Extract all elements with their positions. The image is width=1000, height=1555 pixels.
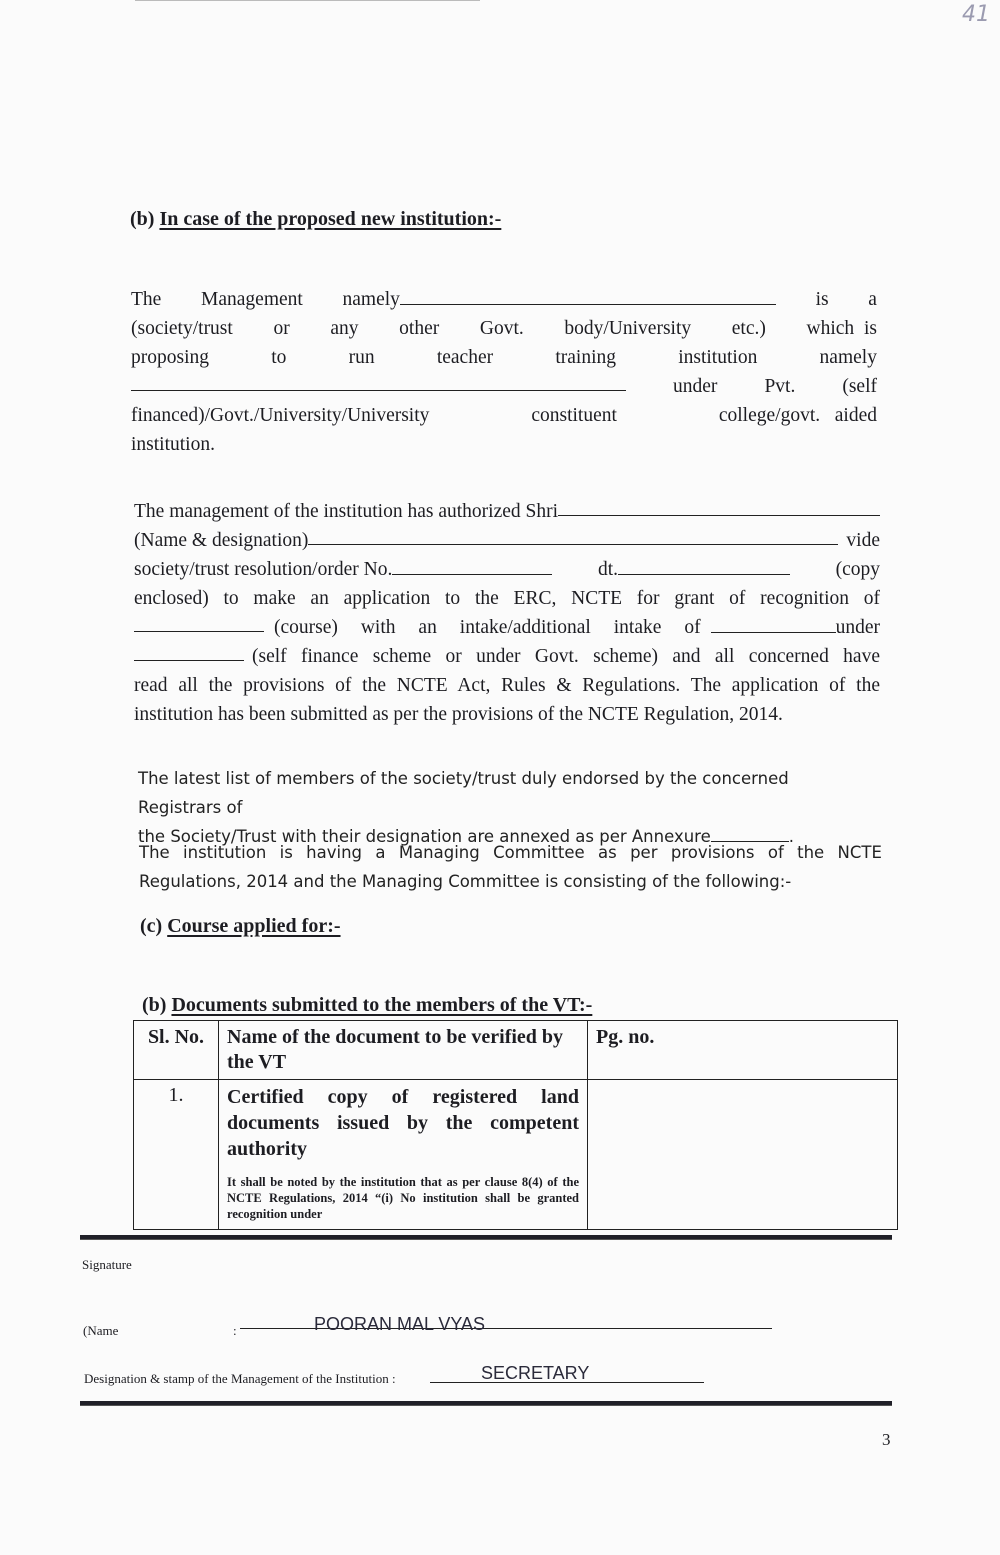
text: (Name & designation): [134, 530, 309, 551]
table-row: [134, 1080, 898, 1230]
section-b-prefix: (b): [130, 208, 155, 230]
header-sl-no: Sl. No.: [134, 1021, 219, 1080]
word: training: [555, 347, 616, 368]
word: the: [797, 843, 825, 862]
resolution-group: society/trust resolution/order No.: [134, 555, 552, 584]
section-b-title: In case of the proposed new institution:-: [159, 208, 502, 230]
word: having: [306, 843, 363, 862]
para2-line2: [134, 526, 880, 555]
name-label: (Name: [83, 1323, 119, 1338]
signature-label: Signature: [82, 1257, 132, 1272]
word: (society/trust: [131, 318, 233, 339]
text: vide: [846, 530, 880, 551]
top-edge-line: [135, 0, 480, 1]
upper-separator: [80, 1235, 892, 1240]
text-management: Management: [201, 289, 303, 310]
header-page-no: Pg. no.: [588, 1021, 898, 1080]
word: teacher: [436, 347, 494, 368]
word: namely: [819, 347, 877, 368]
handwritten-page-mark: 41: [962, 2, 990, 27]
para2-line5: [134, 613, 880, 642]
documents-heading: [142, 994, 592, 1017]
para3-line1: The latest list of members of the society/trust duly endorsed by the concerned Registrars of: [138, 769, 789, 817]
word: Managing: [398, 843, 480, 862]
para4-line2: Regulations, 2014 and the Managing Committee is consisting of the following:-: [139, 872, 792, 891]
word-group: which is: [806, 318, 877, 339]
documents-prefix: (b): [142, 994, 167, 1016]
word: of: [767, 843, 784, 862]
managing-committee-paragraph: [139, 838, 882, 896]
word: body/University: [564, 318, 692, 339]
text-is: is: [815, 289, 829, 310]
documents-title: Documents submitted to the members of the VT:-: [171, 994, 593, 1016]
document-note: It shall be noted by the institution that as per clause 8(4) of the NCTE Regulations, 2014 “(i) No institution shall be granted recognition under: [227, 1175, 579, 1221]
lower-separator: [80, 1401, 892, 1406]
word: is: [279, 843, 293, 862]
document-title: Certified copy of registered land documents issued by the competent authority: [227, 1086, 579, 1160]
intake-group: under: [711, 613, 880, 642]
para1-line3: [131, 343, 877, 372]
cell-document: [219, 1080, 588, 1230]
section-b-heading: [130, 208, 501, 231]
header-document-name: Name of the document to be verified by the VT: [219, 1021, 588, 1080]
word: as: [598, 843, 617, 862]
para2-line1: [134, 497, 880, 526]
text: The management of the institution has authorized Shri: [134, 501, 559, 522]
para1-line2: [131, 314, 877, 343]
para2-line8: institution has been submitted as per the provisions of the NCTE Regulation, 2014.: [134, 704, 783, 725]
authorized-shri-blank[interactable]: [558, 497, 880, 516]
word: The: [139, 843, 170, 862]
para2-line6: [134, 642, 880, 671]
table-header-row: [134, 1021, 898, 1080]
section-c-prefix: (c): [140, 915, 163, 937]
para2-line7: read all the provisions of the NCTE Act, Rules & Regulations. The application of the: [134, 675, 880, 696]
para1-line1: [131, 285, 877, 314]
cell-sl-no: 1.: [134, 1080, 219, 1230]
para2-line4: enclosed) to make an application to the ERC, NCTE for grant of recognition of: [134, 588, 880, 609]
word: provisions: [670, 843, 755, 862]
resolution-no-blank[interactable]: [392, 556, 552, 575]
documents-table: [133, 1020, 898, 1230]
word: other: [399, 318, 440, 339]
institution-name-blank[interactable]: [131, 372, 626, 391]
para1-line6: institution.: [131, 434, 215, 455]
word: under: [673, 376, 718, 397]
management-paragraph: [131, 285, 877, 459]
intake-blank[interactable]: [711, 614, 836, 633]
word: Govt.: [479, 318, 524, 339]
para1-line5: [131, 401, 877, 430]
section-c-heading: [140, 915, 341, 938]
word: proposing: [131, 347, 209, 368]
word: per: [630, 843, 658, 862]
designation-value: SECRETARY: [481, 1363, 590, 1383]
word: financed)/Govt./University/University: [131, 405, 430, 426]
name-designation-blank[interactable]: [308, 526, 838, 545]
para1-line4: [131, 372, 877, 401]
name-value: POORAN MAL VYAS: [314, 1314, 486, 1334]
text: (course) with an intake/additional intake of: [274, 617, 701, 638]
word: (self: [842, 376, 877, 397]
cell-page-no: [588, 1080, 898, 1230]
word: etc.): [731, 318, 766, 339]
word: Pvt.: [764, 376, 796, 397]
date-blank[interactable]: [618, 556, 790, 575]
text: (self finance scheme or under Govt. scheme) and all concerned have: [252, 646, 880, 667]
authorization-paragraph: [134, 497, 880, 729]
course-blank[interactable]: [134, 613, 264, 632]
word: run: [348, 347, 375, 368]
section-c-title: Course applied for:-: [167, 915, 341, 937]
page-number: 3: [882, 1430, 891, 1449]
word: a: [375, 843, 386, 862]
word: NCTE: [837, 843, 882, 862]
date-group: dt.: [598, 555, 790, 584]
name-colon: :: [233, 1323, 237, 1338]
management-name-blank[interactable]: [400, 286, 776, 305]
word: or: [273, 318, 290, 339]
word: to: [271, 347, 287, 368]
designation-label: Designation & stamp of the Management of the Institution :: [84, 1371, 396, 1386]
word-group: college/govt. aided: [718, 405, 877, 426]
text-the: The: [131, 289, 162, 310]
text: (copy: [835, 559, 880, 580]
word: constituent: [531, 405, 617, 426]
text-a: a: [868, 289, 877, 310]
para3-line2: the Society/Trust with their designation are annexed as per Annexure .: [138, 827, 794, 846]
word: institution: [183, 843, 267, 862]
scheme-blank[interactable]: [134, 642, 244, 661]
para2-line3: [134, 555, 880, 584]
para4-line1: [139, 838, 882, 867]
word: institution: [678, 347, 758, 368]
word: Committee: [493, 843, 585, 862]
word: any: [330, 318, 359, 339]
text-namely-with-blank: namely: [343, 285, 776, 314]
